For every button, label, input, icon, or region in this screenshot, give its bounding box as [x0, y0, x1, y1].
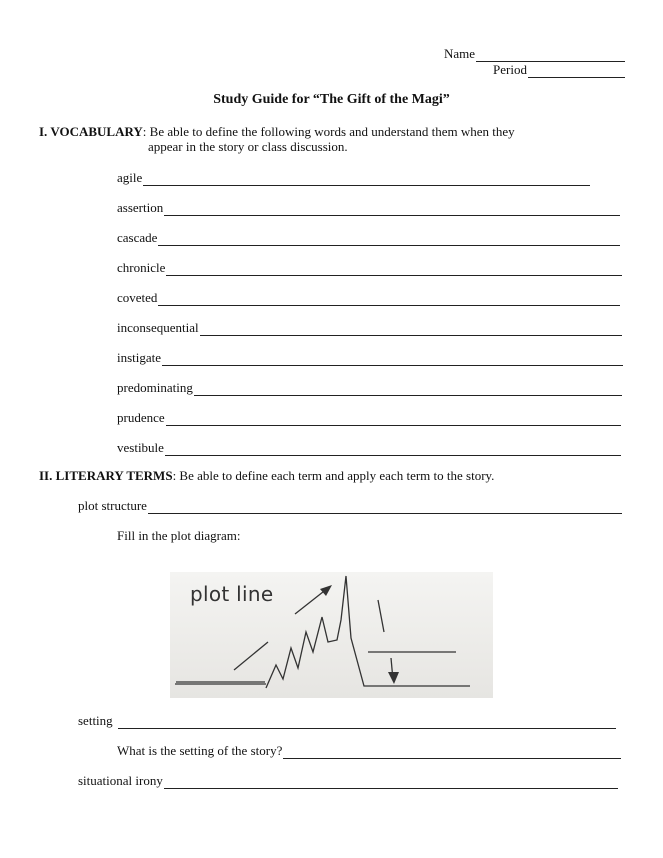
vocab-definition-line[interactable]: [164, 203, 620, 216]
vocab-row[interactable]: [117, 230, 620, 246]
vocabulary-instruction-cont: appear in the story or class discussion.: [148, 139, 348, 154]
vocab-definition-line[interactable]: [200, 323, 622, 336]
literary-terms-instruction: : Be able to define each term and apply each term to the story.: [172, 468, 495, 483]
plot-structure-label: plot structure: [78, 498, 147, 513]
vocab-word: predominating: [117, 380, 193, 395]
name-line[interactable]: [476, 49, 625, 62]
plot-zigzag-line: [266, 576, 470, 688]
setting-line[interactable]: [118, 716, 616, 729]
vocabulary-heading: I. VOCABULARY: [39, 124, 143, 139]
vocab-row[interactable]: [117, 410, 621, 426]
vocab-word: prudence: [117, 410, 165, 425]
literary-terms-heading: II. LITERARY TERMS: [39, 468, 173, 483]
vocab-row[interactable]: [117, 440, 621, 456]
situational-irony-line[interactable]: [164, 776, 618, 789]
literary-terms-instructions: [39, 468, 494, 484]
vocab-row[interactable]: [117, 200, 620, 216]
plot-structure-line[interactable]: [148, 501, 622, 514]
vocab-word: assertion: [117, 200, 164, 215]
vocab-word: cascade: [117, 230, 158, 245]
page-title: Study Guide for “The Gift of the Magi”: [213, 92, 450, 107]
rising-stroke: [234, 642, 268, 670]
plot-structure-field[interactable]: [78, 498, 622, 514]
fill-in-instruction: Fill in the plot diagram:: [117, 528, 241, 543]
vocab-row[interactable]: [117, 350, 623, 366]
situational-irony-label: situational irony: [78, 773, 163, 788]
name-field[interactable]: [444, 46, 625, 62]
vocab-definition-line[interactable]: [158, 293, 620, 306]
vocab-row[interactable]: [117, 290, 620, 306]
plot-diagram-drawing: [170, 572, 493, 698]
plot-diagram: [170, 572, 493, 698]
vocab-definition-line[interactable]: [166, 263, 622, 276]
vocab-word: vestibule: [117, 440, 164, 455]
period-line[interactable]: [528, 65, 625, 78]
vocab-definition-line[interactable]: [158, 233, 620, 246]
vocab-definition-line[interactable]: [165, 443, 621, 456]
vocab-definition-line[interactable]: [162, 353, 623, 366]
vocab-word: agile: [117, 170, 143, 185]
vocab-word: inconsequential: [117, 320, 199, 335]
setting-label: setting: [78, 713, 113, 728]
falling-arrow-icon: [388, 672, 399, 684]
name-label: Name: [444, 46, 476, 61]
vocab-definition-line[interactable]: [194, 383, 622, 396]
vocab-word: instigate: [117, 350, 162, 365]
setting-question-line[interactable]: [283, 746, 621, 759]
vocab-word: coveted: [117, 290, 158, 305]
climax-stroke: [378, 600, 384, 632]
setting-question-field[interactable]: [117, 743, 621, 759]
vocab-row[interactable]: [117, 320, 622, 336]
setting-field[interactable]: [78, 713, 616, 729]
diagram-title: plot line: [190, 582, 274, 606]
vocab-row[interactable]: [117, 260, 622, 276]
situational-irony-field[interactable]: [78, 773, 618, 789]
vocab-row[interactable]: [117, 170, 590, 186]
vocab-definition-line[interactable]: [143, 173, 590, 186]
vocab-definition-line[interactable]: [166, 413, 621, 426]
period-label: Period: [493, 62, 527, 77]
vocab-row[interactable]: [117, 380, 622, 396]
vocabulary-instruction: : Be able to define the following words and understand them when they: [142, 124, 515, 139]
vocabulary-instructions: [39, 124, 515, 140]
vocab-word: chronicle: [117, 260, 166, 275]
setting-question-label: What is the setting of the story?: [117, 743, 283, 758]
period-field[interactable]: [493, 62, 625, 78]
rising-arrow-icon: [320, 585, 332, 596]
